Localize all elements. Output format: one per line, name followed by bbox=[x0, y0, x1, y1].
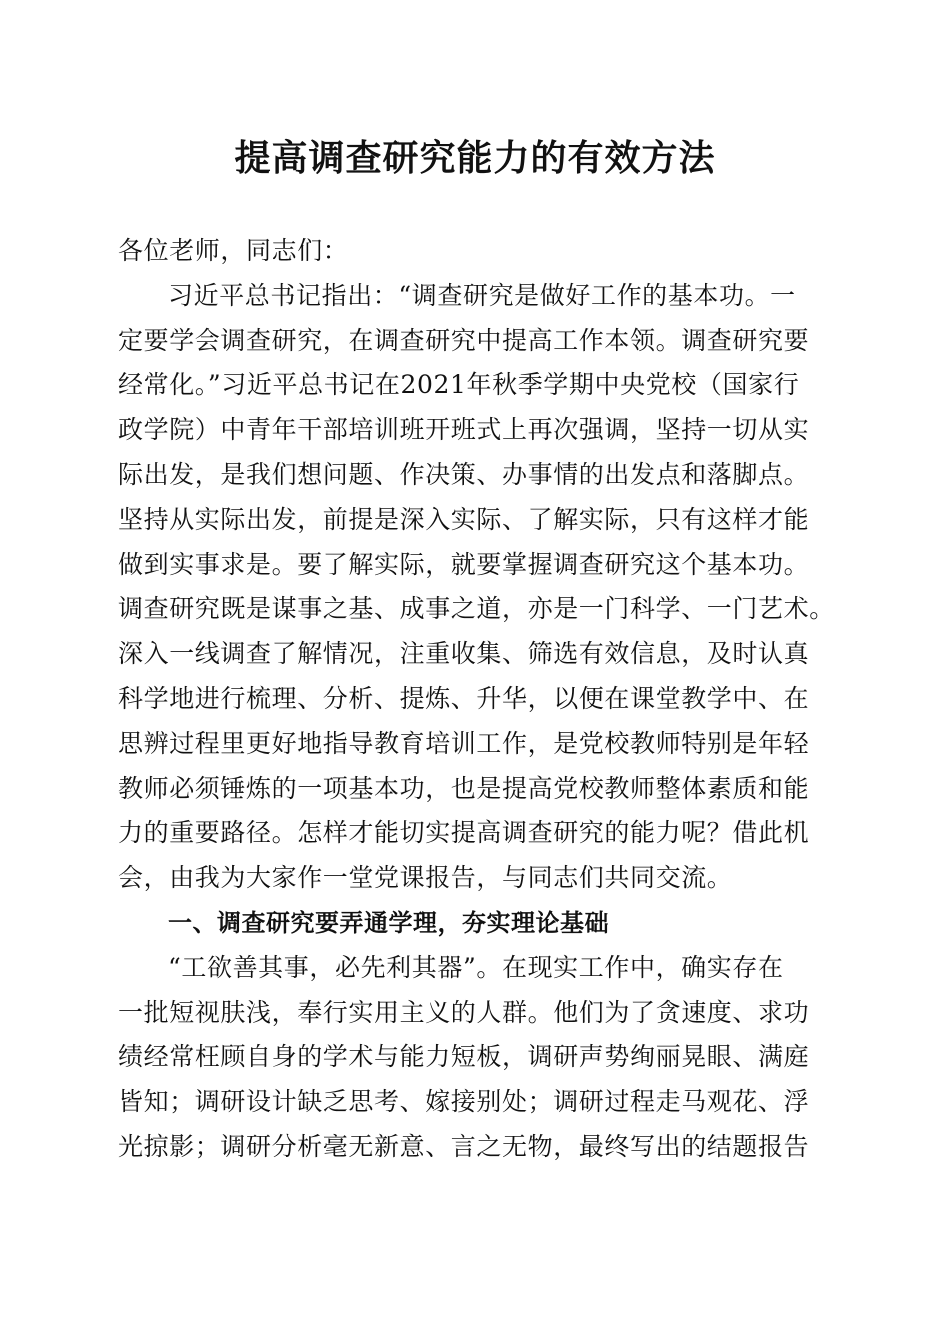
paragraph-line: 绩经常枉顾自身的学术与能力短板，调研声势绚丽晃眼、满庭 bbox=[118, 1042, 810, 1072]
document-title: 提高调查研究能力的有效方法 bbox=[234, 137, 716, 179]
paragraph-line: 做到实事求是。要了解实际，就要掌握调查研究这个基本功。 bbox=[118, 549, 810, 579]
section-heading: 一、调查研究要弄通学理，夯实理论基础 bbox=[168, 908, 609, 937]
paragraph-line: 教师必须锤炼的一项基本功，也是提高党校教师整体素质和能 bbox=[118, 773, 810, 803]
document-body bbox=[118, 229, 835, 1170]
salutation: 各位老师，同志们： bbox=[118, 236, 349, 265]
paragraph-line: 光掠影；调研分析毫无新意、言之无物，最终写出的结题报告 bbox=[118, 1131, 810, 1161]
paragraph-line: 会，由我为大家作一堂党课报告，与同志们共同交流。 bbox=[118, 863, 733, 893]
paragraph-line: 调查研究既是谋事之基、成事之道，亦是一门科学、一门艺术。 bbox=[118, 594, 835, 624]
paragraph-line: 一批短视肤浅，奉行实用主义的人群。他们为了贪速度、求功 bbox=[118, 997, 810, 1027]
paragraph-line: 坚持从实际出发，前提是深入实际、了解实际，只有这样才能 bbox=[118, 504, 810, 534]
paragraph-line: 政学院）中青年干部培训班开班式上再次强调，坚持一切从实 bbox=[118, 415, 810, 445]
paragraph-line: 深入一线调查了解情况，注重收集、筛选有效信息，及时认真 bbox=[118, 639, 810, 669]
paragraph-line: 思辨过程里更好地指导教育培训工作，是党校教师特别是年轻 bbox=[118, 728, 810, 758]
paragraph-line: 力的重要路径。怎样才能切实提高调查研究的能力呢？借此机 bbox=[118, 818, 810, 848]
paragraph-line: 经常化。”习近平总书记在2021年秋季学期中央党校（国家行 bbox=[118, 370, 800, 400]
paragraph-line: 定要学会调查研究，在调查研究中提高工作本领。调查研究要 bbox=[118, 325, 810, 355]
paragraph-line: 际出发，是我们想问题、作决策、办事情的出发点和落脚点。 bbox=[118, 459, 810, 489]
paragraph-line: “工欲善其事，必先利其器”。在现实工作中，确实存在 bbox=[168, 952, 784, 982]
paragraph-line: 科学地进行梳理、分析、提炼、升华，以便在课堂教学中、在 bbox=[118, 683, 810, 713]
paragraph-2 bbox=[118, 946, 832, 1170]
paragraph-1 bbox=[118, 274, 835, 901]
paragraph-line: 习近平总书记指出：“调查研究是做好工作的基本功。一 bbox=[168, 280, 796, 310]
paragraph-line: 皆知；调研设计缺乏思考、嫁接别处；调研过程走马观花、浮 bbox=[118, 1087, 810, 1117]
